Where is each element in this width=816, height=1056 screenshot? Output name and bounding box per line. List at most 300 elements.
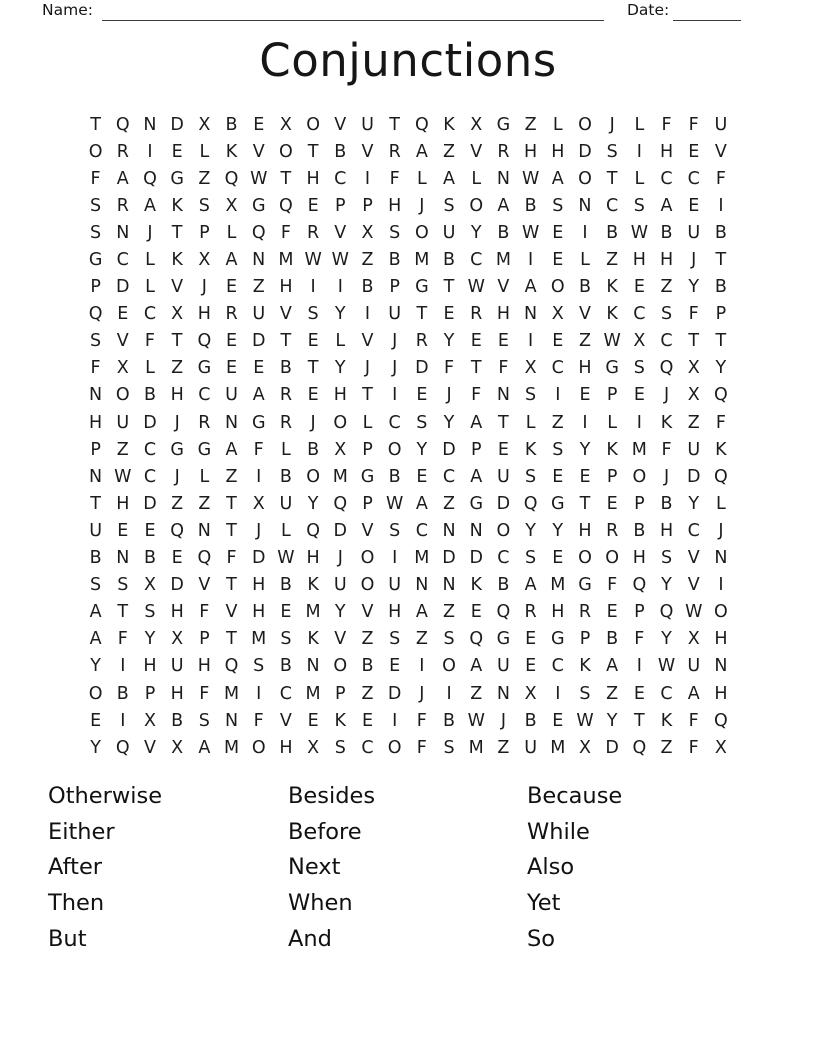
word-list-item: Then [48,890,105,917]
grid-letter: V [279,304,292,325]
grid-letter: B [361,277,374,298]
grid-letter: C [442,466,456,487]
grid-letter: U [361,114,374,135]
grid-letter: Y [661,575,672,596]
grid-letter: B [388,466,401,487]
grid-letter: P [90,277,101,298]
grid-letter: Q [714,385,728,406]
grid-letter: G [496,114,511,135]
grid-letter: H [252,602,266,623]
grid-letter: D [170,114,184,135]
grid-letter: B [388,250,401,271]
grid-letter: I [555,385,561,406]
grid-letter: Z [606,683,619,704]
grid-letter: E [307,710,319,731]
grid-letter: R [388,141,401,162]
grid-letter: A [89,602,102,623]
grid-letter: B [497,222,510,243]
grid-letter: G [197,358,212,379]
grid-letter: C [660,331,673,352]
grid-letter: Q [306,520,320,541]
grid-letter: R [279,412,292,433]
grid-letter: O [333,656,348,677]
grid-letter: A [470,412,483,433]
grid-letter: R [497,141,510,162]
grid-letter: Z [415,629,428,650]
grid-letter: O [496,520,511,541]
grid-letter: E [497,331,509,352]
grid-letter: Q [170,520,185,541]
grid-letter: N [714,656,728,677]
grid-letter: P [634,602,645,623]
grid-letter: C [143,466,157,487]
name-label: Name: [42,1,93,19]
grid-letter: V [334,114,347,135]
grid-letter: T [389,114,400,135]
grid-letter: N [415,575,429,596]
grid-letter: H [388,195,402,216]
grid-letter: V [714,141,727,162]
grid-letter: A [551,168,564,189]
grid-letter: E [226,331,238,352]
grid-letter: G [197,439,212,460]
grid-letter: U [279,493,293,514]
grid-letter: E [307,195,319,216]
letter-grid [82,111,735,761]
grid-letter: E [633,683,645,704]
grid-letter: P [90,439,101,460]
grid-letter: Q [659,358,674,379]
grid-letter: T [117,602,129,623]
grid-letter: J [392,358,398,379]
grid-letter: H [551,141,565,162]
grid-letter: C [660,683,673,704]
grid-letter: G [551,629,565,650]
grid-letter: Q [88,304,103,325]
grid-letter: H [279,277,293,298]
grid-letter: J [663,385,670,406]
grid-letter: Q [224,656,239,677]
grid-letter: N [143,114,157,135]
grid-letter: F [416,737,427,758]
grid-letter: Q [143,168,157,189]
grid-letter: C [551,656,564,677]
grid-letter: J [256,520,262,541]
grid-letter: E [443,304,455,325]
grid-letter: Y [307,493,319,514]
grid-letter: H [170,683,184,704]
grid-letter: X [171,304,184,325]
grid-letter: I [120,656,126,677]
grid-letter: C [116,250,129,271]
grid-letter: O [88,141,103,162]
grid-letter: K [660,412,673,433]
grid-letter: L [607,412,618,433]
grid-letter: W [657,656,676,677]
grid-letter: B [714,277,727,298]
grid-letter: D [469,548,483,569]
grid-letter: L [335,331,346,352]
grid-letter: T [470,358,482,379]
grid-letter: Z [361,250,374,271]
grid-letter: B [633,520,646,541]
grid-letter: M [414,250,430,271]
grid-letter: B [279,575,292,596]
grid-letter: E [497,439,509,460]
grid-letter: S [198,195,210,216]
grid-letter: P [606,385,618,406]
grid-letter: B [361,656,374,677]
grid-letter: D [415,358,429,379]
grid-letter: Z [225,466,238,487]
grid-letter: W [521,168,540,189]
grid-letter: V [578,304,591,325]
grid-letter: L [281,439,291,460]
grid-letter: W [277,548,295,569]
grid-letter: D [251,548,266,569]
grid-letter: P [389,277,400,298]
grid-letter: A [252,385,265,406]
grid-letter: Z [497,737,510,758]
grid-letter: M [550,575,566,596]
grid-letter: R [116,195,129,216]
grid-letter: I [364,304,371,325]
grid-letter: R [198,412,211,433]
grid-letter: R [524,602,537,623]
grid-letter: V [225,602,238,623]
word-list-item: Yet [527,890,561,917]
grid-letter: E [307,331,319,352]
grid-letter: T [416,304,428,325]
grid-letter: A [89,629,102,650]
grid-letter: Z [524,114,537,135]
grid-letter: C [606,195,619,216]
word-list-item: While [527,818,590,845]
grid-letter: E [117,520,129,541]
grid-letter: B [524,710,537,731]
grid-letter: O [605,548,620,569]
grid-letter: X [171,737,184,758]
grid-letter: C [687,168,700,189]
date-blank-line [673,20,741,21]
grid-letter: T [633,710,645,731]
grid-letter: T [226,629,237,650]
grid-letter: A [225,250,238,271]
grid-letter: H [279,737,293,758]
grid-letter: N [524,304,538,325]
grid-letter: H [714,683,728,704]
grid-letter: Y [334,304,346,325]
word-list-column [527,779,622,957]
grid-letter: T [90,114,101,135]
grid-letter: D [686,466,701,487]
grid-letter: X [524,358,537,379]
grid-letter: C [143,304,157,325]
grid-letter: A [415,141,428,162]
grid-letter: Z [443,602,456,623]
grid-letter: S [552,439,564,460]
grid-letter: I [392,710,398,731]
grid-letter: K [660,710,673,731]
grid-letter: X [198,250,211,271]
grid-letter: T [226,493,237,514]
grid-letter: H [306,548,320,569]
grid-letter: H [170,602,184,623]
grid-letter: E [552,222,564,243]
grid-letter: Z [171,493,184,514]
grid-letter: D [333,520,348,541]
grid-letter: K [443,114,455,135]
grid-letter: V [687,575,700,596]
grid-letter: C [687,520,700,541]
grid-letter: L [199,141,210,162]
grid-letter: H [143,656,157,677]
grid-letter: M [495,250,511,271]
word-list-item: Also [527,854,575,881]
grid-letter: M [305,602,321,623]
grid-letter: N [714,548,728,569]
grid-letter: G [605,358,619,379]
grid-letter: P [362,195,373,216]
grid-letter: V [252,141,265,162]
grid-letter: J [419,195,425,216]
grid-letter: Q [523,493,538,514]
grid-letter: N [578,195,592,216]
grid-letter: F [688,710,699,731]
grid-letter: B [279,656,292,677]
grid-letter: I [392,385,398,406]
grid-letter: H [197,656,211,677]
grid-letter: V [171,277,184,298]
grid-letter: X [198,114,211,135]
grid-letter: A [143,195,156,216]
grid-letter: P [470,439,482,460]
grid-letter: M [550,737,566,758]
grid-letter: F [661,439,672,460]
grid-letter: L [716,493,726,514]
grid-letter: N [306,656,320,677]
grid-letter: Z [198,493,211,514]
grid-letter: S [579,683,591,704]
grid-letter: R [279,385,292,406]
grid-letter: S [443,195,455,216]
grid-letter: S [633,195,645,216]
grid-letter: C [497,548,510,569]
grid-letter: E [117,304,129,325]
grid-letter: C [415,520,428,541]
grid-letter: M [223,683,240,704]
word-list-item: Otherwise [48,783,163,809]
grid-letter: Q [224,168,239,189]
grid-letter: X [279,114,292,135]
grid-letter: K [579,656,591,677]
grid-letter: P [579,629,591,650]
grid-letter: L [634,168,645,189]
grid-letter: H [632,548,646,569]
grid-letter: B [89,548,102,569]
grid-letter: F [199,602,210,623]
grid-letter: G [251,195,266,216]
grid-letter: E [226,277,238,298]
grid-letter: D [442,548,456,569]
grid-letter: J [419,683,425,704]
grid-letter: V [198,575,211,596]
grid-letter: S [416,412,428,433]
grid-letter: E [307,385,319,406]
grid-letter: E [525,629,537,650]
grid-letter: S [443,737,455,758]
grid-letter: S [525,466,537,487]
grid-letter: B [714,222,727,243]
grid-letter: U [687,222,701,243]
grid-letter: O [387,439,402,460]
grid-letter: J [500,710,506,731]
grid-letter: O [550,277,565,298]
grid-letter: T [90,493,101,514]
grid-letter: X [524,683,537,704]
grid-letter: S [90,222,102,243]
grid-letter: S [443,629,455,650]
grid-letter: A [443,168,456,189]
grid-letter: D [387,683,402,704]
grid-letter: B [606,222,619,243]
grid-letter: O [306,114,320,135]
grid-letter: A [470,656,483,677]
grid-letter: F [443,358,455,379]
grid-letter: C [551,358,564,379]
grid-letter: L [471,168,482,189]
grid-letter: W [685,602,703,623]
grid-letter: C [143,439,157,460]
grid-letter: N [116,222,130,243]
grid-letter: Z [578,331,591,352]
grid-letter: T [171,331,183,352]
grid-letter: E [688,141,700,162]
grid-letter: T [443,277,455,298]
grid-letter: E [361,710,373,731]
grid-letter: W [576,710,594,731]
grid-letter: A [198,737,211,758]
grid-letter: U [524,737,537,758]
word-list-column [288,779,375,957]
grid-letter: A [470,466,483,487]
grid-letter: E [470,331,482,352]
grid-letter: N [496,385,510,406]
grid-letter: Y [552,520,564,541]
grid-letter: U [116,412,130,433]
grid-letter: A [606,656,619,677]
grid-letter: V [361,520,374,541]
grid-letter: I [636,412,642,433]
grid-letter: N [197,520,211,541]
grid-letter: O [414,222,429,243]
grid-letter: W [630,222,648,243]
grid-letter: D [605,737,619,758]
grid-letter: H [714,629,728,650]
grid-letter: I [718,575,724,596]
grid-letter: W [467,277,485,298]
grid-letter: X [714,737,727,758]
grid-letter: T [307,358,319,379]
grid-letter: O [306,466,320,487]
grid-letter: Y [416,439,428,460]
grid-letter: V [334,629,347,650]
grid-letter: O [632,466,647,487]
grid-letter: B [660,222,673,243]
grid-letter: R [470,304,483,325]
grid-letter: W [114,466,132,487]
grid-letter: V [361,331,374,352]
grid-letter: J [337,548,343,569]
grid-letter: E [226,358,238,379]
grid-letter: S [280,629,292,650]
grid-letter: S [660,548,673,569]
grid-letter: S [552,195,564,216]
word-list-item: Next [288,854,341,881]
grid-letter: Y [661,629,672,650]
grid-letter: K [606,304,618,325]
grid-letter: A [415,602,428,623]
grid-letter: G [415,277,429,298]
grid-letter: L [226,222,237,243]
grid-letter: D [170,575,184,596]
grid-letter: N [496,168,510,189]
grid-letter: E [552,466,564,487]
grid-letter: O [360,575,375,596]
grid-letter: E [606,493,618,514]
grid-letter: G [360,466,375,487]
grid-letter: B [578,277,591,298]
word-list-item: When [288,890,353,917]
grid-letter: P [362,493,373,514]
grid-letter: A [225,439,238,460]
grid-letter: B [443,250,456,271]
grid-letter: B [143,548,156,569]
grid-letter: Y [334,602,346,623]
grid-letter: P [199,222,210,243]
grid-letter: P [335,195,346,216]
grid-letter: V [279,710,292,731]
grid-letter: L [416,168,427,189]
grid-letter: V [116,331,129,352]
grid-letter: A [687,683,700,704]
grid-letter: E [416,466,428,487]
grid-letter: M [223,737,240,758]
grid-letter: V [334,222,347,243]
grid-letter: Y [606,710,618,731]
word-list-item: So [527,925,556,952]
grid-letter: W [304,250,322,271]
grid-letter: I [528,250,534,271]
grid-letter: X [361,222,374,243]
grid-letter: H [578,358,592,379]
grid-letter: Q [714,710,728,731]
grid-letter: F [688,304,699,325]
grid-letter: X [307,737,320,758]
grid-letter: E [552,331,564,352]
grid-letter: R [415,331,428,352]
grid-letter: T [226,520,237,541]
grid-letter: O [88,683,103,704]
grid-letter: T [362,385,373,406]
grid-letter: P [144,683,156,704]
grid-letter: R [606,520,619,541]
grid-letter: F [253,710,264,731]
grid-letter: Q [414,114,429,135]
grid-letter: F [226,548,237,569]
grid-letter: G [469,493,483,514]
grid-letter: F [634,629,645,650]
